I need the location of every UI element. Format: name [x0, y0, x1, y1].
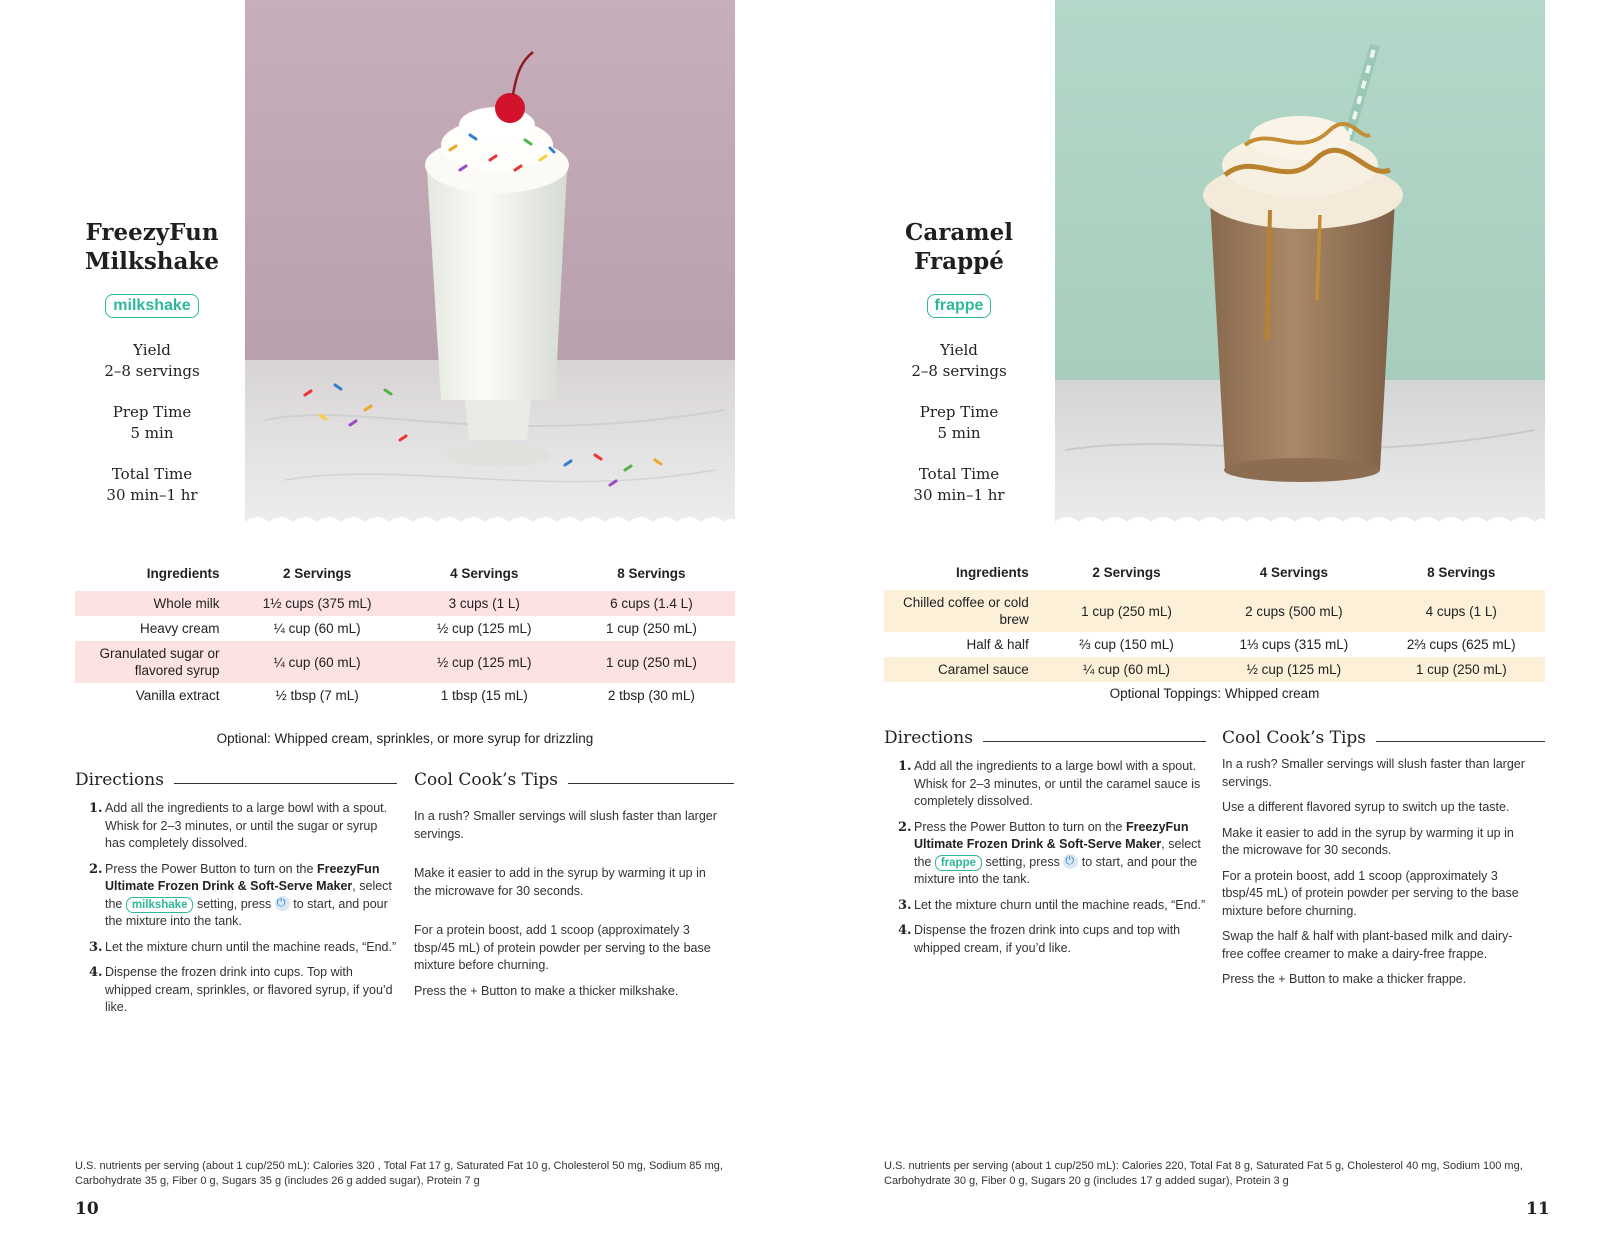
frappe-photo	[1055, 0, 1545, 530]
table-cell: 1 cup (250 mL)	[1415, 662, 1507, 677]
table-cell: Half & half	[966, 637, 1029, 652]
column-header: 2 Servings	[1092, 565, 1161, 580]
table-row	[75, 591, 735, 616]
table-cell: 3 cups (1 L)	[448, 596, 520, 611]
tip-item: For a protein boost, add 1 scoop (approximately 3 tbsp/45 mL) of protein powder per serving to the base mixture before churning.	[414, 923, 711, 972]
table-cell: 6 cups (1.4 L)	[610, 596, 693, 611]
table-cell: ½ cup (125 mL)	[436, 654, 532, 670]
table-row	[75, 683, 735, 708]
prep-time-info: Prep Time 5 min	[919, 403, 999, 442]
power-icon	[275, 896, 290, 911]
table-cell: 1 tbsp (15 mL)	[440, 688, 528, 703]
nutrition-info: U.S. nutrients per serving (about 1 cup/250 mL): Calories 320 , Total Fat 17 g, Saturated Fat 10 g, Cholesterol 50 mg, Sodium 85 mg, Carbohydrate 35 g, Fiber 0 g, Sugars 35 g (includes 26 g added sugar), Protein 7 g	[75, 1160, 723, 1187]
page-number: 11	[1526, 1199, 1550, 1219]
directions-list	[884, 758, 1206, 965]
yield-info: Yield 2–8 servings	[104, 341, 200, 380]
recipe-page-milkshake	[0, 0, 806, 1257]
milkshake-photo	[245, 0, 735, 530]
table-cell: Vanilla extract	[135, 688, 220, 703]
setting-badge: milkshake	[105, 294, 198, 318]
tips-list	[1222, 756, 1532, 997]
table-cell: ½ tbsp (7 mL)	[275, 688, 359, 703]
column-header: 8 Servings	[1427, 565, 1496, 580]
direction-step: 4. Dispense the frozen drink into cups and top with whipped cream, if you’d like.	[898, 923, 1181, 955]
page-number: 10	[75, 1199, 99, 1219]
table-cell: ¼ cup (60 mL)	[273, 654, 361, 670]
setting-badge-inline: milkshake	[126, 897, 194, 913]
recipe-summary	[879, 218, 1039, 526]
directions-list	[75, 800, 397, 1025]
column-header: 4 Servings	[1259, 565, 1329, 580]
direction-step: 1. Add all the ingredients to a large bowl with a spout. Whisk for 2–3 minutes, or until the caramel sauce is completely dissolved.	[898, 759, 1201, 808]
tips-list	[414, 808, 724, 1008]
ingredients-table	[884, 559, 1545, 682]
recipe-summary	[72, 218, 232, 526]
column-header: 4 Servings	[450, 566, 519, 581]
directions-heading: Directions	[75, 770, 397, 790]
prep-time-info: Prep Time 5 min	[112, 403, 192, 442]
direction-step: 1. Add all the ingredients to a large bowl with a spout. Whisk for 2–3 minutes, or until the sugar or syrup has completely dissolved.	[89, 801, 388, 850]
table-cell: ¼ cup (60 mL)	[1082, 662, 1171, 677]
nutrition-info: U.S. nutrients per serving (about 1 cup/250 mL): Calories 220, Total Fat 8 g, Saturated Fat 5 g, Cholesterol 40 mg, Sodium 100 mg, Carbohydrate 30 g, Fiber 0 g, Sugars 20 g (includes 17 g added sugar), Protein 3 g	[884, 1160, 1523, 1187]
direction-step: 2. Press the Power Button to turn on the FreezyFun Ultimate Frozen Drink & Soft-Serve Maker, select the frappe setting, press ⏻ to start, and pour the mixture into the tank.	[884, 819, 1206, 889]
table-cell: 1 cup (250 mL)	[606, 621, 697, 636]
table-cell: ½ cup (125 mL)	[1246, 662, 1342, 677]
table-cell: 1 cup (250 mL)	[606, 654, 697, 670]
tip-item: In a rush? Smaller servings will slush faster than larger servings.	[1222, 757, 1525, 789]
recipe-page-frappe	[806, 0, 1613, 1257]
optional-note: Optional: Whipped cream, sprinkles, or more syrup for drizzling	[216, 731, 594, 746]
table-cell: Whole milk	[153, 596, 220, 611]
column-header: 8 Servings	[617, 566, 686, 581]
tip-item: Make it easier to add in the syrup by warming it up in the microwave for 30 seconds.	[414, 866, 706, 898]
table-row	[75, 616, 735, 641]
table-cell: Heavy cream	[140, 621, 220, 636]
recipe-title: FreezyFun Milkshake	[84, 219, 219, 275]
optional-note: Optional Toppings: Whipped cream	[1109, 686, 1320, 701]
table-header-row	[75, 560, 735, 591]
total-time-info: Total Time 30 min–1 hr	[106, 465, 198, 504]
setting-badge-inline: frappe	[935, 855, 982, 871]
tip-item: Swap the half & half with plant-based milk and dairy-free coffee creamer to make a dairy-free frappe.	[1222, 929, 1513, 961]
table-row	[884, 632, 1545, 657]
table-cell: 1½ cups (375 mL)	[262, 596, 372, 611]
total-time-info: Total Time 30 min–1 hr	[913, 465, 1005, 504]
table-row	[884, 590, 1545, 632]
table-cell: 2 tbsp (30 mL)	[607, 688, 695, 703]
tip-item: Press the + Button to make a thicker milkshake.	[414, 983, 679, 998]
table-cell: 2⅔ cups (625 mL)	[1406, 637, 1516, 652]
tips-heading: Cool Cook’s Tips	[414, 770, 734, 790]
recipe-title: Caramel Frappé	[905, 219, 1013, 275]
tip-item: Press the + Button to make a thicker frappe.	[1222, 972, 1467, 986]
column-header: Ingredients	[956, 565, 1029, 580]
tip-item: In a rush? Smaller servings will slush faster than larger servings.	[414, 809, 717, 841]
tip-item: For a protein boost, add 1 scoop (approximately 3 tbsp/45 mL) of protein powder per serving to the base mixture before churning.	[1222, 868, 1519, 918]
direction-step: 2. Press the Power Button to turn on the FreezyFun Ultimate Frozen Drink & Soft-Serve Maker, select the milkshake setting, press ⏻ to start, and pour the mixture into the tank.	[75, 861, 397, 931]
direction-step: 3. Let the mixture churn until the machine reads, “End.”	[89, 939, 397, 955]
tips-heading: Cool Cook’s Tips	[1222, 728, 1545, 748]
ingredients-table	[75, 560, 735, 708]
table-cell: ½ cup (125 mL)	[436, 621, 532, 636]
direction-step: 4. Dispense the frozen drink into cups. Top with whipped cream, sprinkles, or flavored syrup, if you’d like.	[89, 965, 393, 1014]
column-header: 2 Servings	[282, 566, 352, 581]
table-cell: ¼ cup (60 mL)	[273, 621, 361, 636]
table-cell: Chilled coffee or cold brew	[902, 595, 1029, 627]
table-cell: 2 cups (500 mL)	[1245, 603, 1343, 619]
table-cell: ⅔ cup (150 mL)	[1079, 637, 1174, 652]
direction-step: 3. Let the mixture churn until the machine reads, “End.”	[898, 897, 1206, 913]
directions-heading: Directions	[884, 728, 1206, 748]
power-icon	[1063, 854, 1078, 869]
table-header-row	[884, 559, 1545, 590]
table-cell: 4 cups (1 L)	[1425, 603, 1497, 619]
tip-item: Make it easier to add in the syrup by warming it up in the microwave for 30 seconds.	[1222, 825, 1514, 857]
yield-info: Yield 2–8 servings	[911, 341, 1007, 380]
table-cell: Caramel sauce	[938, 662, 1029, 677]
table-cell: Granulated sugar or flavored syrup	[99, 646, 220, 678]
tip-item: Use a different flavored syrup to switch up the taste.	[1222, 800, 1510, 814]
table-row	[884, 657, 1545, 682]
table-row	[75, 641, 735, 683]
setting-badge: frappe	[927, 294, 992, 318]
column-header: Ingredients	[146, 566, 220, 581]
table-cell: 1 cup (250 mL)	[1081, 603, 1172, 619]
table-cell: 1⅓ cups (315 mL)	[1239, 637, 1349, 652]
